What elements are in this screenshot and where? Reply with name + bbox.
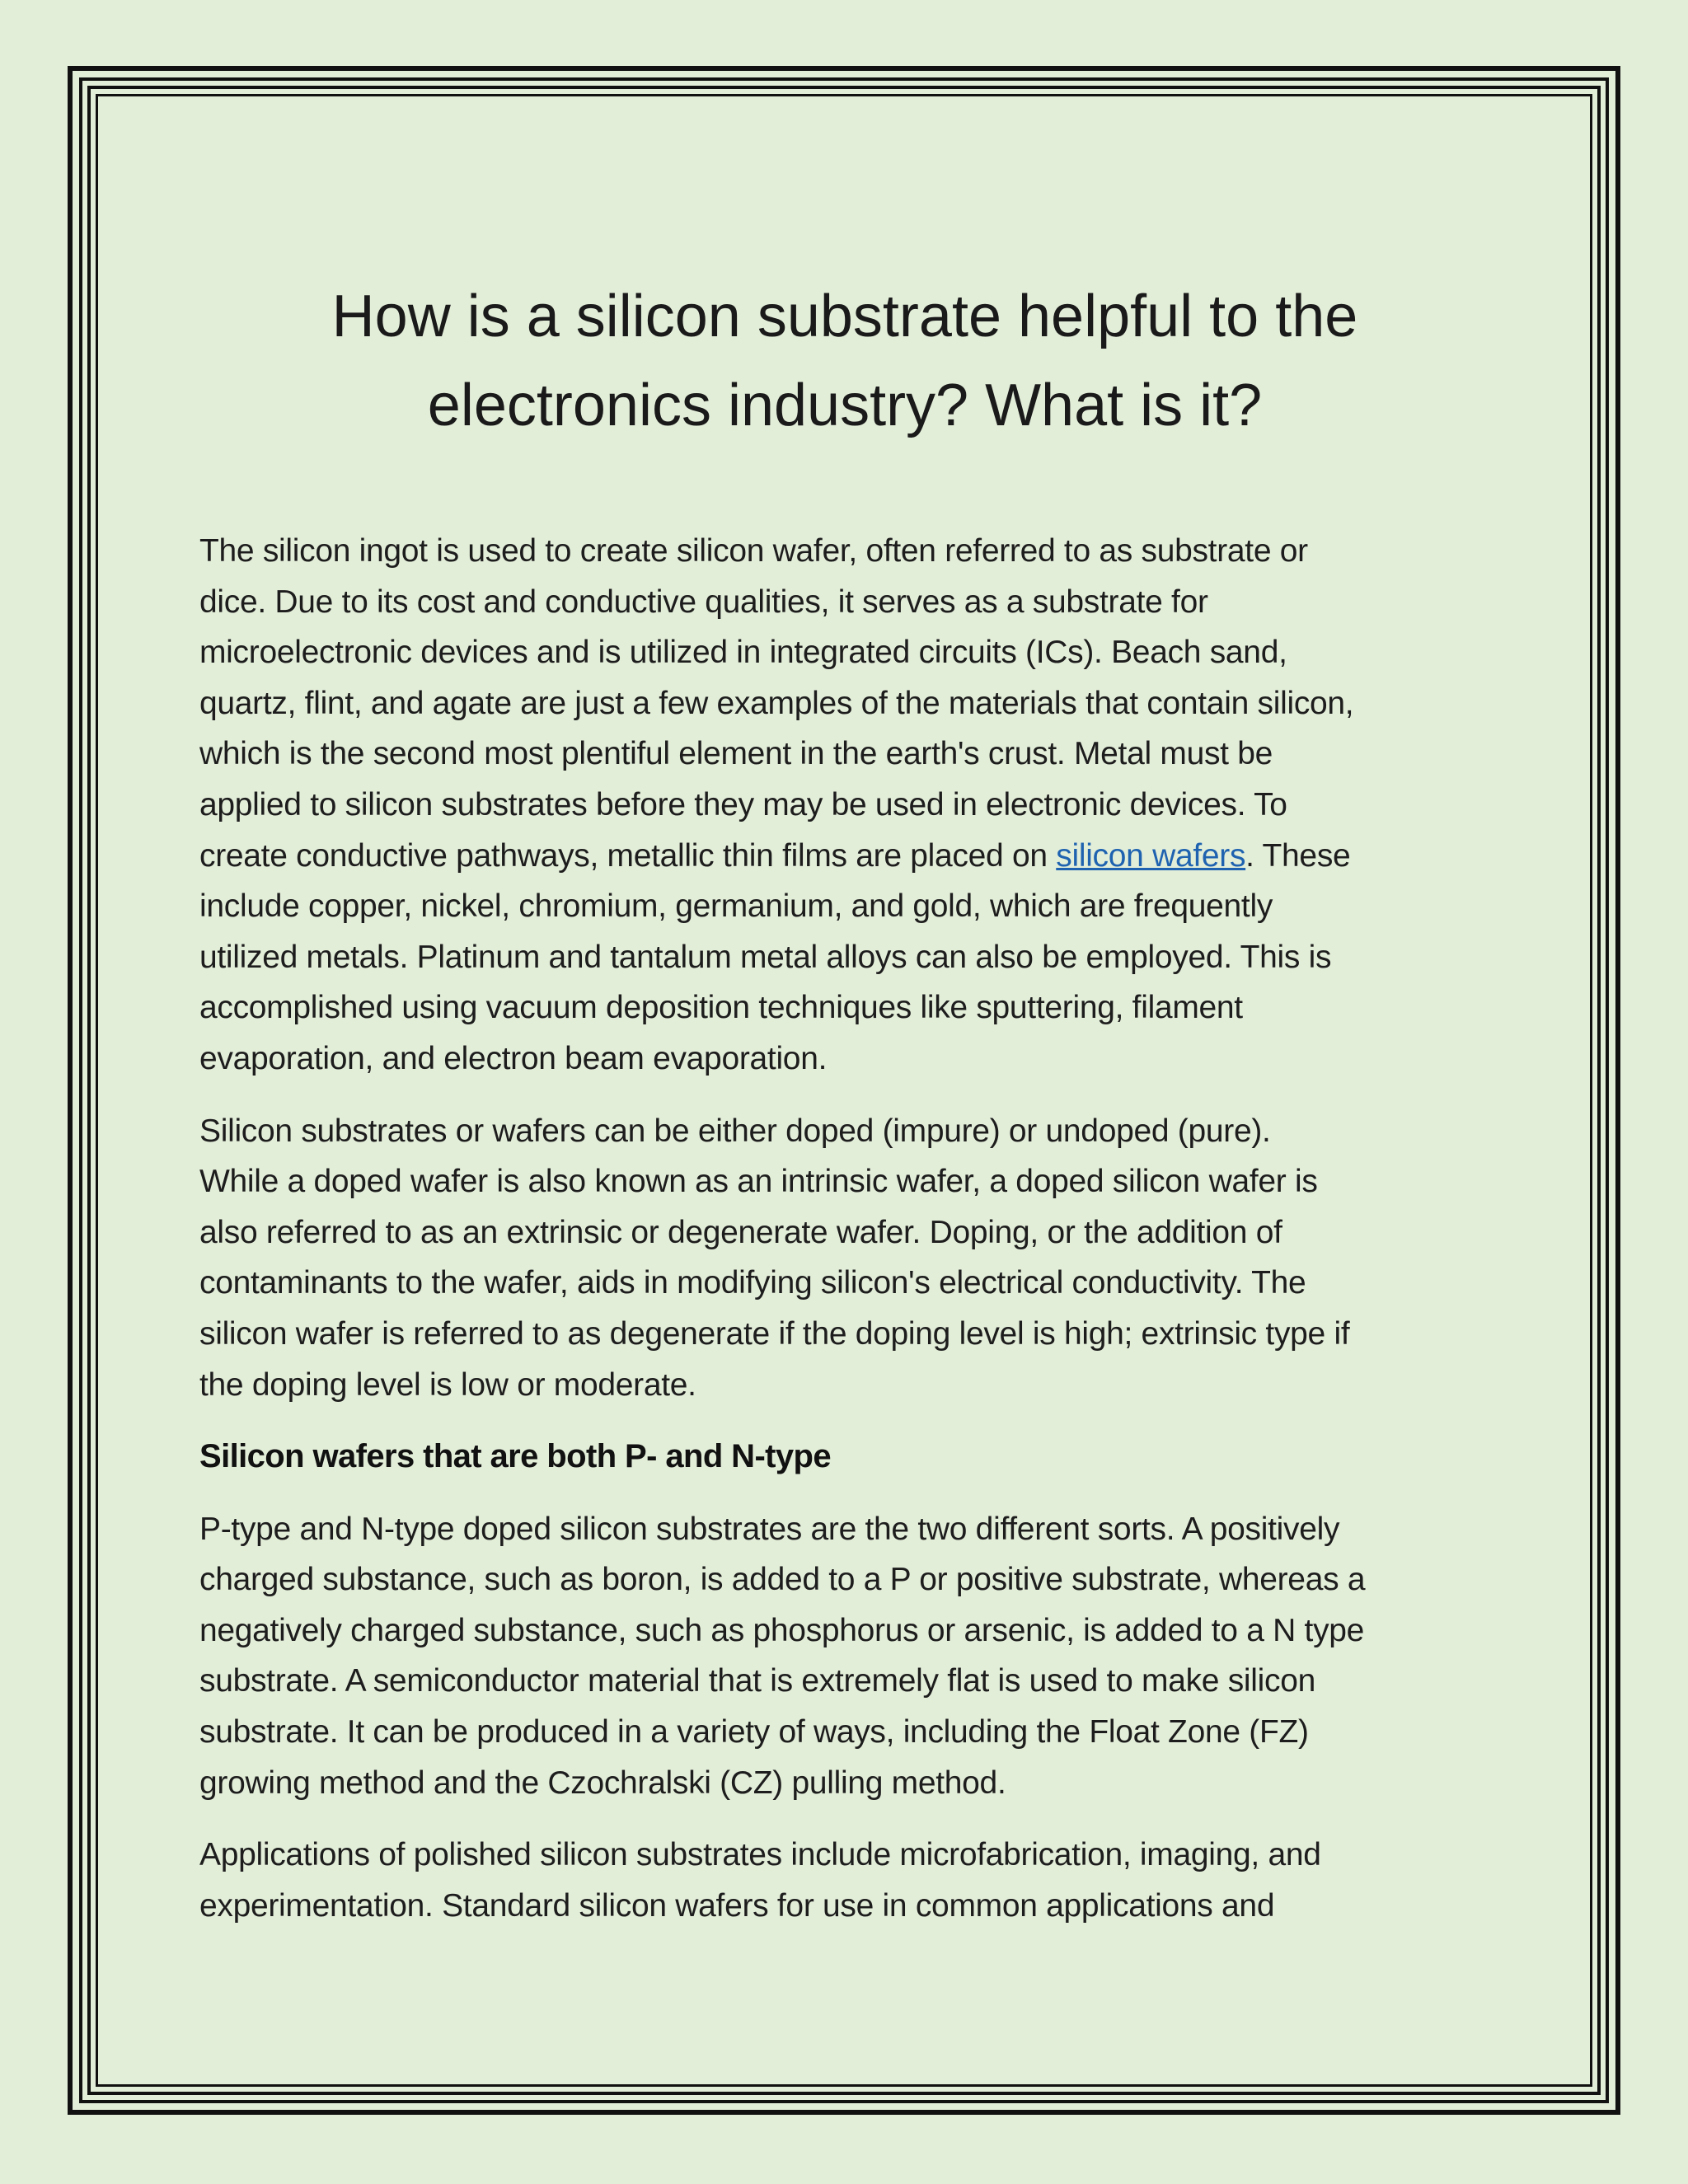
paragraph-line: evaporation, and electron beam evaporation. <box>199 1040 828 1076</box>
paragraph-line: the doping level is low or moderate. <box>199 1366 696 1403</box>
section-heading: Silicon wafers that are both P- and N-type <box>199 1438 832 1475</box>
paragraph-line: Silicon substrates or wafers can be either doped (impure) or undoped (pure). <box>199 1113 1271 1149</box>
paragraph-line: which is the second most plentiful element in the earth's crust. Metal must be <box>199 736 1273 772</box>
link-prefix-text: create conductive pathways, metallic thin films are placed on <box>199 837 1057 874</box>
paragraph-line: silicon wafer is referred to as degenerate if the doping level is high; extrinsic type if <box>199 1315 1350 1352</box>
paragraph-line: While a doped wafer is also known as an intrinsic wafer, a doped silicon wafer is <box>199 1164 1318 1200</box>
paragraph-line: also referred to as an extrinsic or degenerate wafer. Doping, or the addition of <box>199 1214 1282 1250</box>
paragraph-line: substrate. A semiconductor material that is extremely flat is used to make silicon <box>199 1663 1315 1699</box>
paragraph-1 <box>199 526 1490 1085</box>
link-suffix-text: . These <box>1245 837 1351 874</box>
paragraph-3 <box>199 1504 1490 1809</box>
paragraph-line: contaminants to the wafer, aids in modifying silicon's electrical conductivity. The <box>199 1265 1306 1301</box>
silicon-wafers-link[interactable]: silicon wafers <box>1056 837 1246 874</box>
paragraph-4 <box>199 1830 1490 1931</box>
paragraph-line: dice. Due to its cost and conductive qualities, it serves as a substrate for <box>199 583 1208 620</box>
paragraph-line: microelectronic devices and is utilized in integrated circuits (ICs). Beach sand, <box>199 635 1287 671</box>
paragraph-line: experimentation. Standard silicon wafers for use in common applications and <box>199 1887 1275 1924</box>
document-body <box>199 272 1490 1952</box>
paragraph-line: utilized metals. Platinum and tantalum metal alloys can also be employed. This is <box>199 939 1332 975</box>
document-title <box>199 272 1490 450</box>
paragraph-line: applied to silicon substrates before they may be used in electronic devices. To <box>199 786 1287 823</box>
paragraph-line: negatively charged substance, such as phosphorus or arsenic, is added to a N type <box>199 1612 1365 1648</box>
title-line: electronics industry? What is it? <box>427 373 1263 438</box>
title-line: How is a silicon substrate helpful to the <box>331 284 1358 349</box>
paragraph-2 <box>199 1106 1490 1411</box>
paragraph-line: quartz, flint, and agate are just a few examples of the materials that contain silicon, <box>199 685 1354 721</box>
paragraph-line: Applications of polished silicon substrates include microfabrication, imaging, and <box>199 1837 1321 1873</box>
paragraph-line: growing method and the Czochralski (CZ) pulling method. <box>199 1765 1006 1801</box>
paragraph-line: accomplished using vacuum deposition techniques like sputtering, filament <box>199 990 1243 1026</box>
paragraph-line: include copper, nickel, chromium, germanium, and gold, which are frequently <box>199 888 1273 925</box>
paragraph-line: P-type and N-type doped silicon substrates are the two different sorts. A positively <box>199 1511 1340 1547</box>
paragraph-line: substrate. It can be produced in a variety of ways, including the Float Zone (FZ) <box>199 1714 1309 1750</box>
paragraph-line: charged substance, such as boron, is added to a P or positive substrate, whereas a <box>199 1562 1366 1598</box>
paragraph-line: The silicon ingot is used to create silicon wafer, often referred to as substrate or <box>199 533 1308 569</box>
paragraph-line-with-link <box>199 831 1490 882</box>
